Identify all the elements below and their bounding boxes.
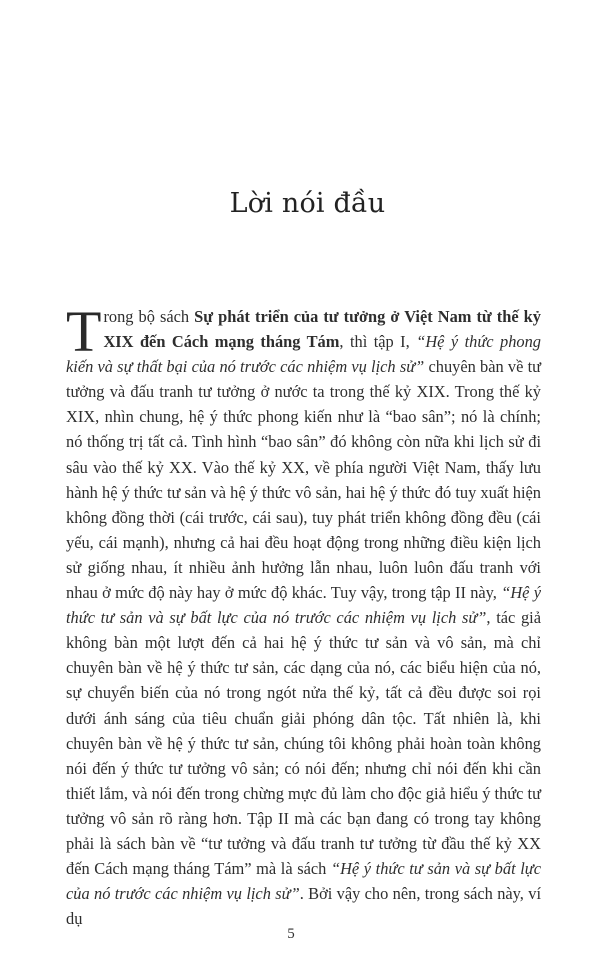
paragraph-text: . Bởi vậy cho nên, trong sách này, ví dụ	[66, 884, 542, 929]
book-series-title: Sự phát triển của tư tưởng ở Việt Nam từ thế kỷ XIX đến Cách mạng tháng Tám	[103, 307, 541, 352]
volume-one-title: “Hệ ý thức phong kiến và sự thất bại của nó trước các nhiệm vụ lịch sử”	[66, 332, 541, 377]
volume-two-title: “Hệ ý thức tư sản và sự bất lực của nó trước các nhiệm vụ lịch sử”	[66, 583, 541, 628]
drop-cap: T	[66, 299, 102, 364]
page-number: 5	[287, 926, 295, 942]
paragraph-text: , thì tập I,	[339, 332, 417, 352]
body-paragraph	[66, 299, 542, 931]
paragraph-text: , tác giả không bàn một lượt đến cả hai hệ ý thức tư sản và vô sản, mà chỉ chuyên bàn về hệ ý thức tư sản, các dạng của nó, các biểu hiện của nó, sự chuyển biến của nó trong ngót nửa thế kỷ, tất cả đều được soi rọi dưới ánh sáng của tiêu chuẩn giải phóng dân tộc. Tất nhiên là, khi chuyên bàn về hệ ý thức tư sản, chúng tôi không phải hoàn toàn không nói đến ý thức tư tưởng vô sản; có nói đến; nhưng chỉ nói đến khi cần thiết lắm, và nói đến trong chừng mực đủ làm cho độc giả hiểu ý thức tư tưởng vô sản rõ ràng hơn. Tập II mà các bạn đang có trong tay không phải là sách bàn về “tư tưởng và đấu tranh tư tưởng từ đầu thế kỷ XX đến Cách mạng tháng Tám” mà là sách	[66, 608, 541, 879]
page-title: Lời nói đầu	[229, 188, 386, 219]
paragraph-text: rong bộ sách	[103, 307, 195, 326]
volume-two-title-repeat: “Hệ ý thức tư sản và sự bất lực của nó trước các nhiệm vụ lịch sử”	[66, 859, 541, 904]
paragraph-text: chuyên bàn về tư tưởng và đấu tranh tư tưởng ở nước ta trong thế kỷ XIX. Trong thế kỷ XIX, nhìn chung, hệ ý thức phong kiến như là “bao sân”; nó là chính; nó thống trị tất cả. Tình hình “bao sân” đó không còn nữa khi lịch sử đi sâu vào thế kỷ XX. Vào thế kỷ XX, về phía người Việt Nam, thấy lưu hành hệ ý thức tư sản và hệ ý thức vô sản, hai hệ ý thức đó tuy xuất hiện không đồng thời (cái trước, cái sau), tuy phát triển không đồng đều (cái yếu, cái mạnh), nhưng cả hai đều hoạt động trong những điều kiện lịch sử giống nhau, ít nhiều ảnh hưởng lẫn nhau, luôn luôn đấu tranh với nhau ở mức độ này hay ở mức độ khác. Tuy vậy, trong tập II này,	[66, 357, 542, 603]
